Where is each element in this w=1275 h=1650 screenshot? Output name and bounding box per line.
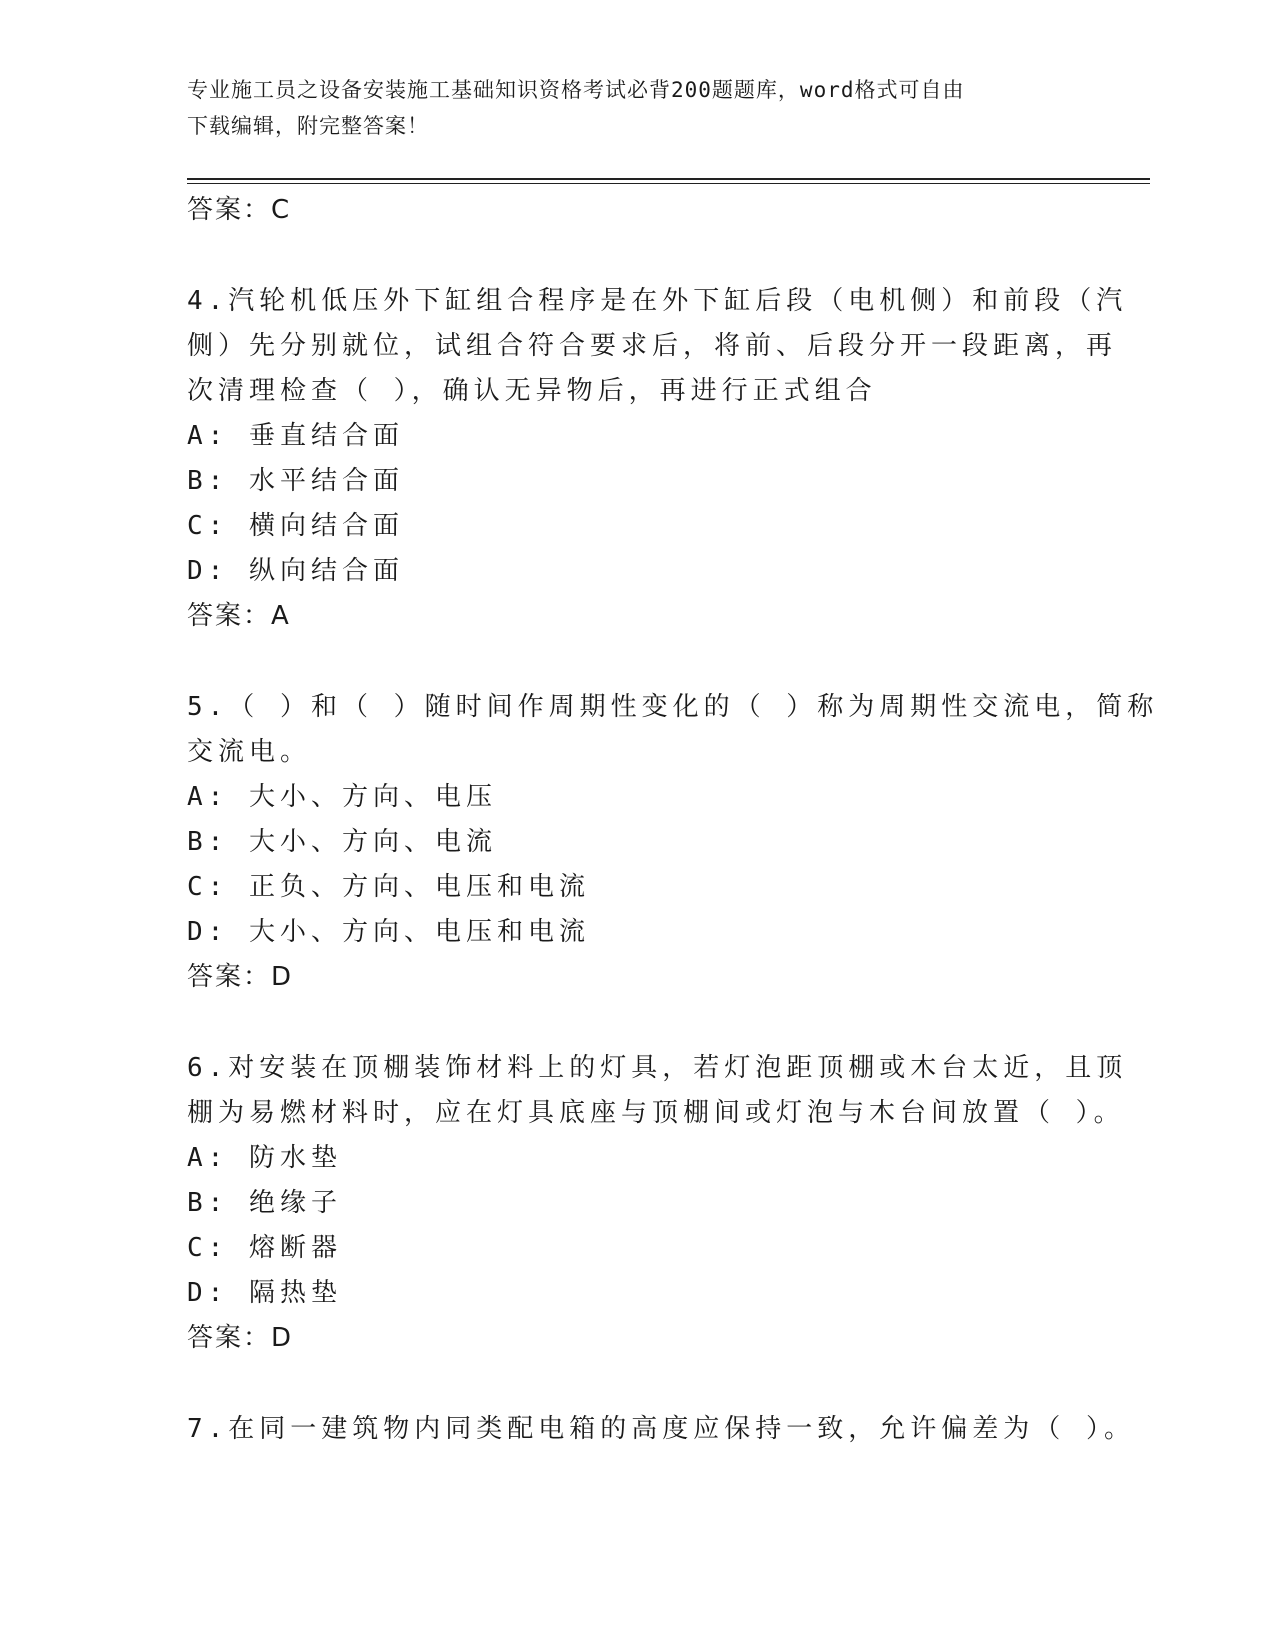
option-b: B: 绝缘子: [187, 1188, 342, 1218]
option-c: C: 正负、方向、电压和电流: [187, 872, 590, 902]
answer-line: 答案：A: [187, 601, 291, 631]
header-line-2: 下载编辑，附完整答案！: [187, 114, 429, 138]
option-a: A: 垂直结合面: [187, 421, 404, 451]
question-content: [187, 188, 1159, 1452]
header-line-1: 专业施工员之设备安装施工基础知识资格考试必背200题题库，word格式可自由: [187, 78, 965, 102]
header-rule-thick: [187, 178, 1150, 180]
option-d: D: 纵向结合面: [187, 556, 404, 586]
document-header: [187, 72, 1067, 144]
question-4: [187, 279, 1128, 639]
option-b: B: 大小、方向、电流: [187, 827, 497, 857]
question-text-line: 棚为易燃材料时，应在灯具底座与顶棚间或灯泡与木台间放置（ ）。: [187, 1098, 1125, 1128]
question-text-line: 侧）先分别就位，试组合符合要求后，将前、后段分开一段距离，再: [187, 331, 1118, 361]
option-a: A: 防水垫: [187, 1143, 342, 1173]
option-c: C: 横向结合面: [187, 511, 404, 541]
question-text-line: 交流电。: [187, 737, 312, 767]
answer-line: 答案：D: [187, 1323, 294, 1353]
option-c: C: 熔断器: [187, 1233, 342, 1263]
question-text-line: 7.在同一建筑物内同类配电箱的高度应保持一致，允许偏差为（ ）。: [187, 1414, 1135, 1444]
question-6: [187, 1046, 1128, 1361]
question-text-line: 4.汽轮机低压外下缸组合程序是在外下缸后段（电机侧）和前段（汽: [187, 286, 1128, 316]
option-b: B: 水平结合面: [187, 466, 404, 496]
header-rule-thin: [187, 183, 1150, 184]
option-a: A: 大小、方向、电压: [187, 782, 497, 812]
option-d: D: 隔热垫: [187, 1278, 342, 1308]
question-7: [187, 1407, 1135, 1452]
answer-line: 答案：D: [187, 962, 294, 992]
option-d: D: 大小、方向、电压和电流: [187, 917, 590, 947]
question-5: [187, 685, 1159, 1000]
question-text-line: 5.（ ）和（ ）随时间作周期性变化的（ ）称为周期性交流电，简称: [187, 692, 1159, 722]
question-text-line: 次清理检查（ ），确认无异物后，再进行正式组合: [187, 376, 877, 406]
answer-line: 答案：C: [187, 195, 292, 225]
question-text-line: 6.对安装在顶棚装饰材料上的灯具，若灯泡距顶棚或木台太近，且顶: [187, 1053, 1128, 1083]
